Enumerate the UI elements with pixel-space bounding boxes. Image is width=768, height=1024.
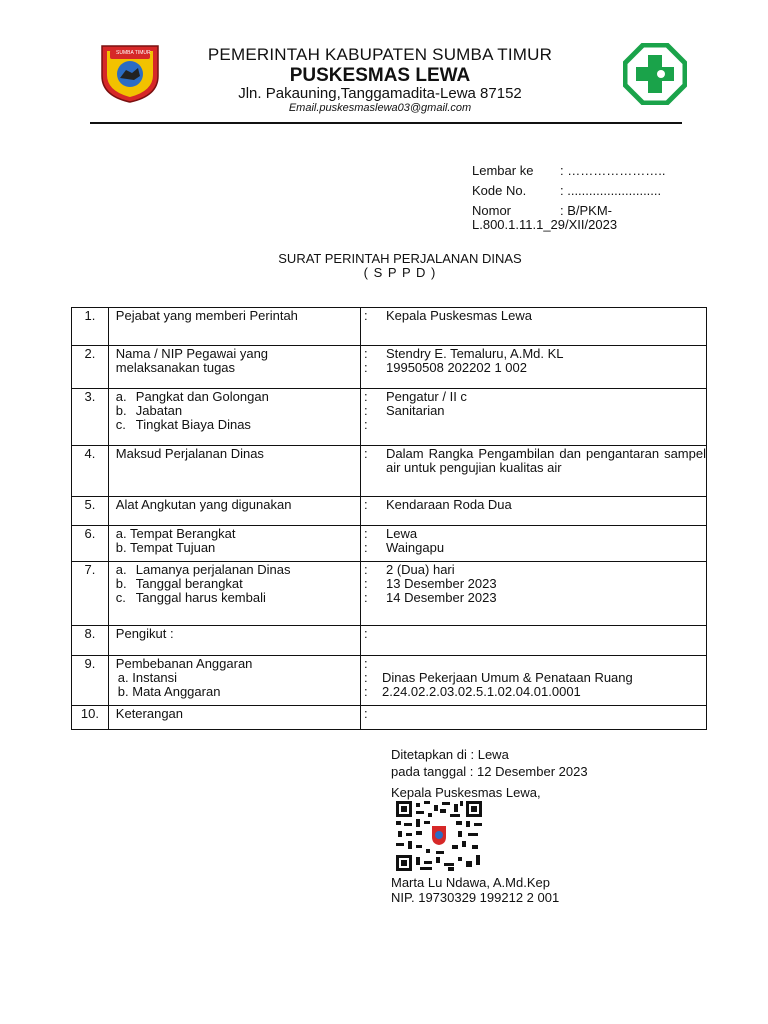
- lembar-value: : …………………..: [560, 163, 666, 178]
- row-value: :: [361, 706, 707, 730]
- row-value: : 2 (Dua) hari : 13 Desember 2023 : 14 Desember 2023: [361, 562, 707, 626]
- row-label: Nama / NIP Pegawai yang melaksanakan tugas: [108, 346, 360, 389]
- row-value: : Kendaraan Roda Dua: [361, 497, 707, 526]
- table-row: [72, 497, 707, 526]
- row-value: : Lewa : Waingapu: [361, 526, 707, 562]
- row-label: Pengikut :: [108, 626, 360, 656]
- row-label: Pejabat yang memberi Perintah: [108, 308, 360, 346]
- kabupaten-logo: SUMBA TIMUR: [96, 42, 164, 104]
- row-number: 10.: [72, 706, 109, 730]
- table-row: [72, 308, 707, 346]
- row-number: 4.: [72, 446, 109, 497]
- row-label: Pembebanan Anggaran a. Instansi b. Mata Anggaran: [108, 656, 360, 706]
- row-label: a. Lamanya perjalanan Dinas b. Tanggal berangkat c. Tanggal harus kembali: [108, 562, 360, 626]
- row-number: 3.: [72, 389, 109, 446]
- nomor-value-cont: L.800.1.11.1_29/XII/2023: [472, 217, 618, 232]
- table-row: [72, 656, 707, 706]
- row-number: 7.: [72, 562, 109, 626]
- table-row: [72, 446, 707, 497]
- signature-qr-code: [396, 801, 482, 871]
- table-row: [72, 389, 707, 446]
- signer-position: Kepala Puskesmas Lewa,: [391, 785, 541, 800]
- table-row: [72, 346, 707, 389]
- document-title: SURAT PERINTAH PERJALANAN DINAS: [278, 251, 522, 266]
- row-label: Alat Angkutan yang digunakan: [108, 497, 360, 526]
- row-label: a. Pangkat dan Golongan b. Jabatan c. Tingkat Biaya Dinas: [108, 389, 360, 446]
- row-number: 1.: [72, 308, 109, 346]
- row-label: Maksud Perjalanan Dinas: [108, 446, 360, 497]
- kode-label: Kode No.: [472, 183, 527, 198]
- table-row: [72, 562, 707, 626]
- table-row: [72, 626, 707, 656]
- header-address: Jln. Pakauning,Tanggamadita-Lewa 87152: [238, 85, 522, 102]
- row-value: : Pengatur / II c : Sanitarian :: [361, 389, 707, 446]
- nomor-value: : B/PKM-: [560, 203, 613, 218]
- header-divider: [90, 122, 682, 124]
- header-institution: PUSKESMAS LEWA: [289, 65, 471, 86]
- document-subtitle: ( S P P D ): [363, 265, 437, 280]
- header-government: PEMERINTAH KABUPATEN SUMBA TIMUR: [207, 45, 553, 64]
- kode-value: : ..........................: [560, 183, 662, 198]
- row-value: : Dalam Rangka Pengambilan dan pengantaran sampel air untuk pengujian kualitas air: [361, 446, 707, 497]
- signer-name: Marta Lu Ndawa, A.Md.Kep: [391, 875, 550, 890]
- ditetapkan-text: Ditetapkan di : Lewa: [391, 747, 509, 762]
- sppd-table: [71, 307, 707, 730]
- lembar-label: Lembar ke: [472, 163, 534, 178]
- row-number: 2.: [72, 346, 109, 389]
- row-number: 6.: [72, 526, 109, 562]
- row-value: : : Dinas Pekerjaan Umum & Penataan Ruang : 2.24.02.2.03.02.5.1.02.04.01.0001: [361, 656, 707, 706]
- row-label: Keterangan: [108, 706, 360, 730]
- table-row: [72, 706, 707, 730]
- row-value: : Kepala Puskesmas Lewa: [361, 308, 707, 346]
- puskesmas-logo: [623, 43, 687, 105]
- tanggal-text: pada tanggal : 12 Desember 2023: [391, 764, 588, 779]
- row-value: :: [361, 626, 707, 656]
- table-row: [72, 526, 707, 562]
- row-label: a. Tempat Berangkat b. Tempat Tujuan: [108, 526, 360, 562]
- row-number: 8.: [72, 626, 109, 656]
- row-number: 9.: [72, 656, 109, 706]
- signer-nip: NIP. 19730329 199212 2 001: [391, 890, 560, 905]
- nomor-label: Nomor: [472, 203, 512, 218]
- row-value: : Stendry E. Temaluru, A.Md. KL : 19950508 202202 1 002: [361, 346, 707, 389]
- row-number: 5.: [72, 497, 109, 526]
- header-email: Email.puskesmaslewa03@gmail.com: [288, 102, 472, 114]
